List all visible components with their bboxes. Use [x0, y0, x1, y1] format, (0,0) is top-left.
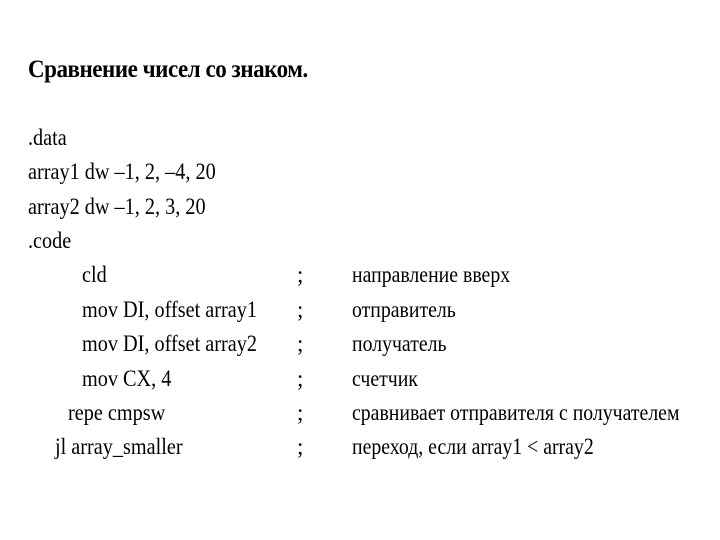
- comment-separator: ;: [297, 400, 304, 425]
- comment-separator: ;: [297, 366, 304, 391]
- comment-separator: ;: [297, 331, 304, 356]
- code-comment: счетчик: [352, 366, 418, 391]
- code-comment: направление вверх: [352, 262, 511, 287]
- comment-separator: ;: [297, 262, 304, 287]
- code-instruction: cld: [82, 262, 107, 287]
- code-instruction: mov DI, offset array1: [82, 297, 257, 322]
- data-directive: .data: [28, 125, 67, 150]
- slide-title: Сравнение чисел со знаком.: [28, 56, 308, 83]
- code-instruction: mov DI, offset array2: [82, 331, 257, 356]
- array2-declaration: array2 dw –1, 2, 3, 20: [28, 194, 206, 219]
- code-directive: .code: [28, 228, 72, 253]
- code-instruction: repe cmpsw: [68, 400, 166, 425]
- comment-separator: ;: [297, 297, 304, 322]
- code-comment: сравнивает отправителя с получателем: [352, 400, 680, 425]
- code-comment: отправитель: [352, 297, 456, 322]
- comment-separator: ;: [297, 434, 304, 459]
- code-instruction: jl array_smaller: [55, 434, 183, 459]
- array1-declaration: array1 dw –1, 2, –4, 20: [28, 159, 216, 184]
- code-instruction: mov CX, 4: [82, 366, 172, 391]
- code-comment: получатель: [352, 331, 447, 356]
- code-comment: переход, если array1 < array2: [352, 434, 594, 459]
